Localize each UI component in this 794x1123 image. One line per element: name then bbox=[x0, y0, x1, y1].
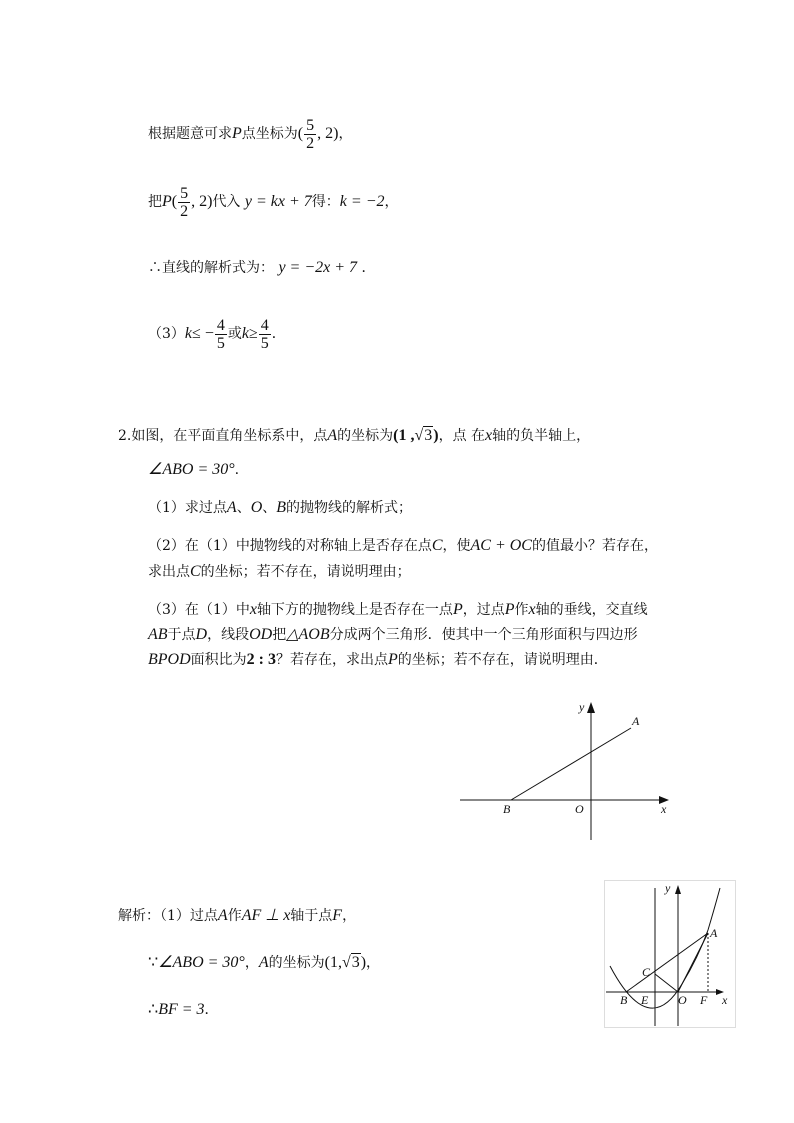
var-p: P bbox=[162, 193, 172, 210]
label-e: E bbox=[641, 993, 649, 1007]
question-2-sub-1: （1）求过点A、O、B的抛物线的解析式； bbox=[148, 499, 413, 516]
figure-1-coordinate-diagram bbox=[455, 695, 685, 845]
question-number: 2. bbox=[118, 428, 132, 444]
fraction: $\frac{4}{5}$ bbox=[216, 316, 225, 352]
label-a: A bbox=[710, 926, 718, 940]
angle: ∠ABO = 30° bbox=[148, 461, 235, 478]
solution-line-1: 解析：（1）过点A作AF ⊥ x轴于点F， bbox=[118, 907, 357, 924]
question-2-sub-3-line-3: BPOD面积比为2 : 3？若存在，求出点P的坐标；若不存在，请说明理由． bbox=[148, 651, 608, 668]
equation: y = −2x + 7 bbox=[278, 259, 358, 276]
coord-rest: , 2) bbox=[317, 125, 339, 142]
paren: ( bbox=[297, 125, 304, 142]
figure-2-parabola-diagram bbox=[604, 880, 736, 1028]
label-c: C bbox=[642, 965, 651, 979]
question-2-sub-2-line-1: （2）在（1）中抛物线的对称轴上是否存在点C，使AC + OC的值最小？若存在， bbox=[148, 537, 658, 554]
fraction: $\frac{5}{2}$ bbox=[306, 116, 315, 152]
label-b: B bbox=[503, 802, 511, 816]
question-2-line-1: 2.如图，在平面直角坐标系中，点A的坐标为(1 ,√3)，点 在x轴的负半轴上， bbox=[118, 427, 591, 444]
label-y: y bbox=[665, 881, 671, 895]
parabola bbox=[610, 888, 720, 1008]
y-axis-arrow bbox=[587, 702, 595, 713]
text: 根据题意可求 bbox=[148, 126, 232, 142]
substitute-line: 把P( $\frac{5}{2}$ , 2)代入 y = kx + 7得：k = −2， bbox=[148, 184, 399, 220]
label-x: x bbox=[722, 993, 728, 1007]
label-y: y bbox=[579, 700, 585, 714]
part3-answer: （3）k≤ − $\frac{4}{5}$ 或k≥ $\frac{4}{5}$ ． bbox=[148, 316, 286, 352]
line-equation-line: ∴直线的解析式为： y = −2x + 7 ． bbox=[148, 259, 376, 276]
y-axis-arrow bbox=[675, 885, 681, 894]
question-2-sub-3-line-2: AB于点D，线段OD把△AOB分成两个三角形．使其中一个三角形面积与四边形 bbox=[148, 626, 638, 643]
p-coordinate-line: 根据题意可求P点坐标为( $\frac{5}{2}$ , 2)， bbox=[148, 116, 353, 152]
var-p: P bbox=[232, 125, 242, 142]
label-b: B bbox=[620, 993, 628, 1007]
question-2-sub-3-line-1: （3）在（1）中x轴下方的抛物线上是否存在一点P，过点P作x轴的垂线，交直线 bbox=[148, 601, 648, 618]
line-ab bbox=[511, 728, 631, 800]
sqrt: √3 bbox=[414, 427, 433, 444]
label-f: F bbox=[700, 993, 708, 1007]
line-oa bbox=[678, 933, 708, 992]
k-value: k = −2 bbox=[339, 193, 385, 210]
fraction: $\frac{4}{5}$ bbox=[260, 316, 269, 352]
label-x: x bbox=[661, 802, 667, 816]
solution-line-3: ∴BF = 3． bbox=[148, 1001, 219, 1018]
solution-line-2: ∵∠ABO = 30°，A的坐标为(1,√3)， bbox=[148, 954, 381, 971]
line-oc bbox=[655, 974, 678, 992]
question-2-sub-2-line-2: 求出点C的坐标；若不存在，请说明理由； bbox=[148, 563, 411, 580]
label-a: A bbox=[632, 714, 640, 728]
question-2-line-2: ∠ABO = 30°. bbox=[148, 461, 240, 478]
fraction: $\frac{5}{2}$ bbox=[180, 184, 189, 220]
equation: y = kx + 7 bbox=[244, 193, 312, 210]
label-o: O bbox=[678, 993, 687, 1007]
text: 点坐标为 bbox=[241, 126, 298, 142]
label-o: O bbox=[575, 802, 584, 816]
